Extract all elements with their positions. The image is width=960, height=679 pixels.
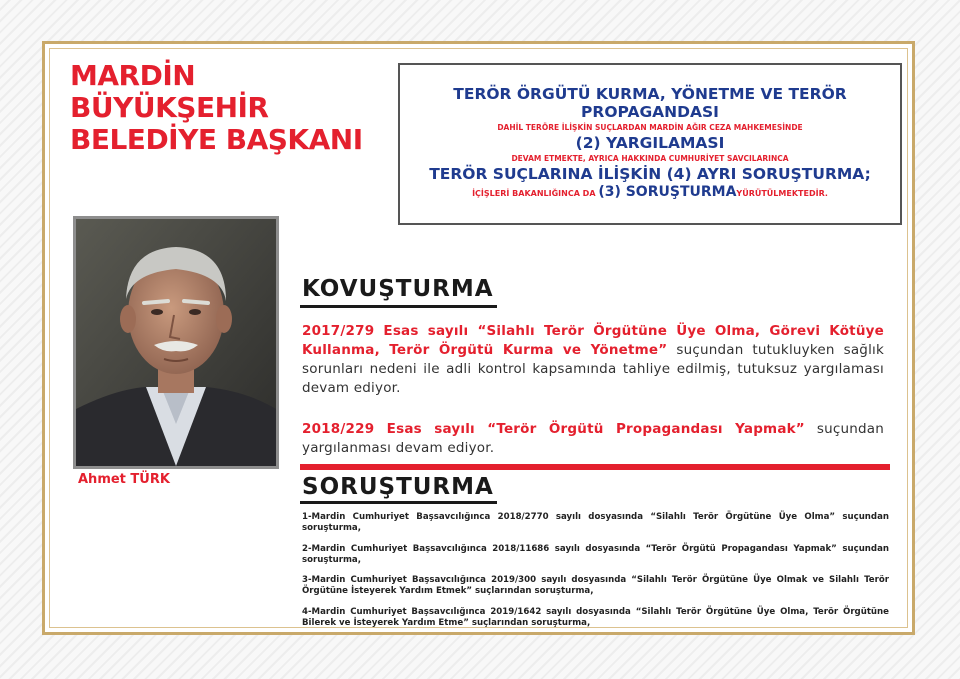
- list-item: 4-Mardin Cumhuriyet Başsavcılığınca 2019/1642 sayılı dosyasında “Silahlı Terör Örgütüne Üye Olma, Terör Örgütüne Bilerek ve İsteyerek Yardım Etme” suçlarından soruşturma,: [302, 606, 889, 628]
- summary-line-7-c: YÜRÜTÜLMEKTEDİR.: [736, 189, 828, 198]
- kovusturma-p1-text: suçundan tutukluyken sağlık sorunları nedeni ile adli kontrol kapsamında tahliye edilmiş, tutuksuz yargılaması devam ediyor.: [302, 342, 884, 396]
- page-title: [70, 60, 363, 156]
- kovusturma-heading: KOVUŞTURMA: [302, 276, 494, 302]
- summary-line-7: [400, 183, 900, 203]
- kovusturma-p2-text: suçundan yargılanması devam ediyor.: [302, 421, 884, 456]
- kovusturma-paragraph-2: [302, 420, 884, 458]
- list-item: 3-Mardin Cumhuriyet Başsavcılığınca 2019/300 sayılı dosyasında “Silahlı Terör Örgütüne Üye Olmak ve Silahlı Terör Örgütüne İsteyerek Yardım Etmek” suçlarından soruşturma,: [302, 575, 889, 596]
- summary-line-6: TERÖR SUÇLARINA İLİŞKİN (4) AYRI SORUŞTURMA;: [429, 165, 871, 183]
- summary-line-7-b: (3) SORUŞTURMA: [598, 184, 737, 200]
- summary-line-4: (2) YARGILAMASI: [575, 134, 725, 152]
- summary-line-5: DEVAM ETMEKTE, AYRICA HAKKINDA CUMHURİYET SAVCILARINCA: [511, 154, 789, 163]
- summary-line-3: DAHİL TERÖRE İLİŞKİN SUÇLARDAN MARDİN AĞIR CEZA MAHKEMESİNDE: [497, 123, 803, 132]
- summary-box: [398, 63, 902, 225]
- kovusturma-p1-highlight: 2017/279 Esas sayılı “Silahlı Terör Örgütüne Üye Olma, Görevi Kötüye Kullanma, Terör Örgütü Kurma ve Yönetme”: [302, 323, 884, 358]
- kovusturma-p2-highlight: 2018/229 Esas sayılı “Terör Örgütü Propagandası Yapmak”: [302, 421, 805, 437]
- title-line-1: MARDİN: [70, 59, 196, 92]
- title-line-2: BÜYÜKŞEHİR: [70, 91, 269, 124]
- summary-line-7-a: İÇİŞLERİ BAKANLIĞINCA DA: [472, 189, 599, 198]
- portrait-illustration: [76, 219, 276, 466]
- photo-caption: Ahmet TÜRK: [78, 472, 170, 487]
- portrait-photo: [73, 216, 279, 469]
- sorusturma-list: [302, 512, 889, 638]
- list-item: 1-Mardin Cumhuriyet Başsavcılığınca 2018/2770 sayılı dosyasında “Silahlı Terör Örgütüne Üye Olma” suçundan soruşturma,: [302, 512, 889, 533]
- summary-line-2: PROPAGANDASI: [581, 103, 719, 121]
- title-line-3: BELEDİYE BAŞKANI: [70, 123, 363, 156]
- sorusturma-heading: SORUŞTURMA: [302, 474, 494, 500]
- list-item: 2-Mardin Cumhuriyet Başsavcılığınca 2018/11686 sayılı dosyasında “Terör Örgütü Propagandası Yapmak” suçundan soruşturma,: [302, 543, 889, 565]
- kovusturma-paragraph-1: [302, 322, 884, 398]
- kovusturma-underline: [300, 305, 497, 308]
- summary-line-1: TERÖR ÖRGÜTÜ KURMA, YÖNETME VE TERÖR: [453, 85, 847, 103]
- sorusturma-underline: [300, 501, 497, 504]
- section-divider: [300, 464, 890, 470]
